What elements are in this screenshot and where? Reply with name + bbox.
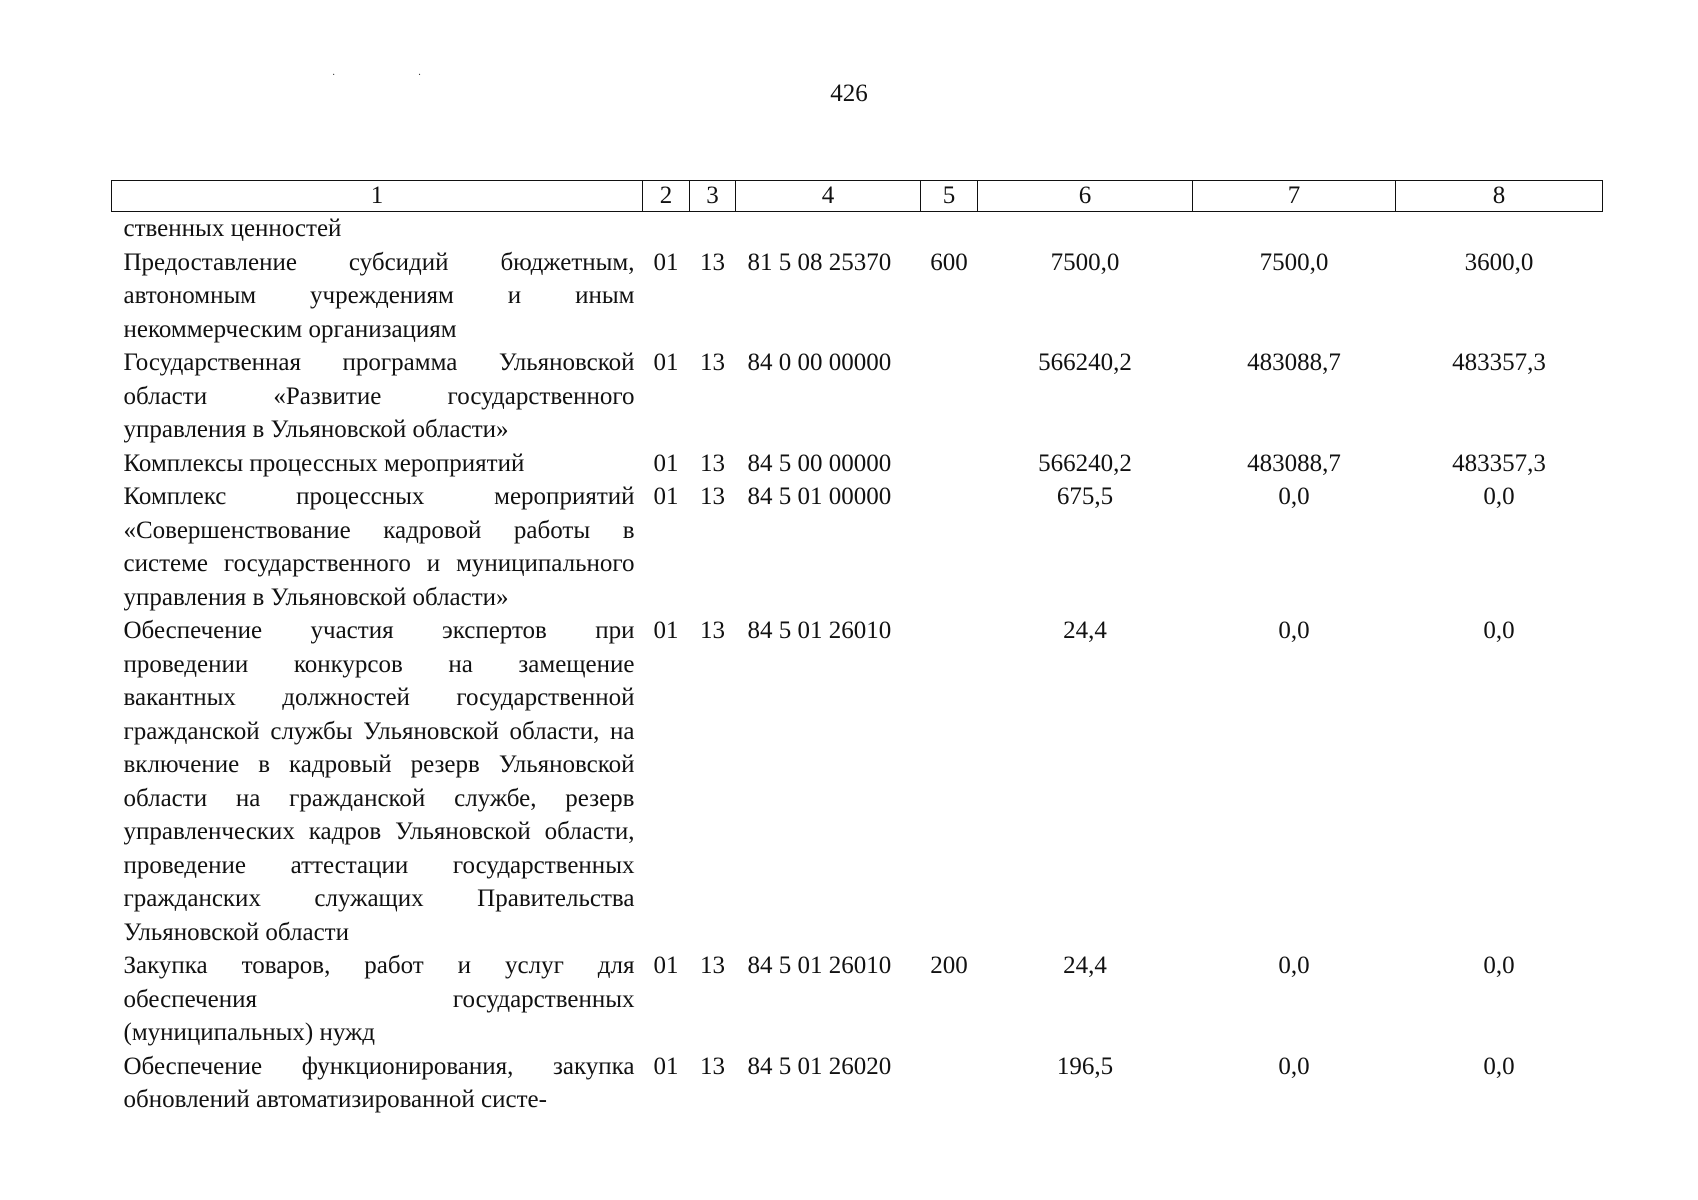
row-amount-col6: 24,4 <box>1063 952 1107 979</box>
row-amount-col8: 0,0 <box>1483 952 1515 979</box>
row-expense-type <box>921 1050 978 1117</box>
row-section: 01 <box>653 617 679 644</box>
row-target-article: 84 5 01 26010 <box>747 952 892 979</box>
row-target-article: 81 5 08 25370 <box>747 248 892 276</box>
row-amount-col7: 0,0 <box>1278 617 1310 644</box>
row-subsection: 13 <box>700 617 725 644</box>
header-col-7: 7 <box>1193 181 1396 212</box>
row-expense-type <box>921 447 978 481</box>
row-amount-col8: 0,0 <box>1483 617 1515 644</box>
row-section: 01 <box>653 952 679 979</box>
row-expense-type <box>921 614 978 949</box>
row-subsection <box>690 212 736 246</box>
row-subsection: 13 <box>700 248 725 276</box>
row-amount-col6: 675,5 <box>1056 483 1114 510</box>
header-col-3: 3 <box>690 181 736 212</box>
row-target-article <box>736 212 921 246</box>
row-amount-col8: 0,0 <box>1483 1052 1515 1080</box>
row-name: Комплекс процессных мероприятий «Совершенствование кадровой работы в системе государственного и муниципального управления в Ульяновской области» <box>123 483 635 611</box>
row-target-article: 84 5 01 26020 <box>747 1052 892 1080</box>
scan-specks: · · <box>332 70 462 81</box>
row-amount-col8 <box>1396 212 1603 246</box>
row-subsection: 13 <box>700 349 725 376</box>
header-col-1: 1 <box>112 181 643 212</box>
row-amount-col7 <box>1193 212 1396 246</box>
header-col-4: 4 <box>736 181 921 212</box>
row-amount-col8: 483357,3 <box>1452 349 1546 376</box>
table-row <box>112 346 1603 447</box>
row-subsection: 13 <box>700 952 725 979</box>
row-expense-type: 200 <box>930 952 968 979</box>
row-section: 01 <box>653 483 679 510</box>
row-section: 01 <box>653 449 679 477</box>
row-section: 01 <box>653 1052 679 1080</box>
row-name: Государственная программа Ульяновской области «Развитие государственного управления в Ульяновской области» <box>123 349 635 443</box>
row-expense-type <box>921 212 978 246</box>
table-row <box>112 246 1603 347</box>
row-amount-col6: 196,5 <box>1056 1052 1114 1080</box>
row-amount-col7: 483088,7 <box>1247 449 1341 477</box>
row-section: 01 <box>653 349 679 376</box>
page-number: 426 <box>830 80 868 107</box>
row-target-article: 84 5 00 00000 <box>747 449 892 477</box>
row-target-article: 84 0 00 00000 <box>747 349 892 376</box>
row-amount-col6 <box>978 212 1193 246</box>
table-row <box>112 614 1603 949</box>
row-name: Закупка товаров, работ и услуг для обеспечения государственных (муниципальных) нужд <box>123 952 635 1046</box>
row-target-article: 84 5 01 26010 <box>747 617 892 644</box>
row-section: 01 <box>653 248 679 276</box>
table-row <box>112 480 1603 614</box>
header-col-2: 2 <box>643 181 690 212</box>
row-name: ственных ценностей <box>123 215 342 242</box>
header-col-6: 6 <box>978 181 1193 212</box>
row-amount-col6: 566240,2 <box>1038 349 1132 376</box>
row-name: Комплексы процессных мероприятий <box>123 449 525 477</box>
row-amount-col7: 483088,7 <box>1247 349 1341 376</box>
header-col-8: 8 <box>1396 181 1603 212</box>
row-amount-col8: 483357,3 <box>1452 449 1546 477</box>
row-amount-col6: 7500,0 <box>1050 248 1120 276</box>
row-amount-col7: 0,0 <box>1278 1052 1310 1080</box>
row-expense-type <box>921 480 978 614</box>
table-row <box>112 212 1603 246</box>
column-number-header <box>112 181 1603 212</box>
row-target-article: 84 5 01 00000 <box>747 483 892 510</box>
row-expense-type <box>921 346 978 447</box>
row-subsection: 13 <box>700 483 725 510</box>
row-name: Обеспечение участия экспертов при проведении конкурсов на замещение вакантных должностей государственной гражданской службы Ульяновской области, на включение в кадровый резерв Ульяновской области на гражданской службе, резерв управленческих кадров Ульяновской области, проведение аттестации государственных гражданских служащих Правительства Ульяновской области <box>123 617 635 946</box>
row-amount-col7: 7500,0 <box>1259 248 1329 276</box>
row-expense-type: 600 <box>930 248 968 276</box>
table-row <box>112 949 1603 1050</box>
table-row <box>112 1050 1603 1117</box>
row-amount-col6: 566240,2 <box>1038 449 1132 477</box>
row-amount-col8: 0,0 <box>1483 483 1515 510</box>
row-name: Обеспечение функционирования, закупка обновлений автоматизированной систе- <box>123 1052 635 1113</box>
header-col-5: 5 <box>921 181 978 212</box>
budget-table <box>111 180 1603 1117</box>
row-subsection: 13 <box>700 1052 725 1080</box>
row-section <box>643 212 690 246</box>
row-subsection: 13 <box>700 449 725 477</box>
row-amount-col7: 0,0 <box>1278 483 1310 510</box>
table-row <box>112 447 1603 481</box>
row-amount-col6: 24,4 <box>1063 617 1107 644</box>
row-amount-col7: 0,0 <box>1278 952 1310 979</box>
row-name: Предоставление субсидий бюджетным, автономным учреждениям и иным некоммерческим организациям <box>123 248 635 343</box>
row-amount-col8: 3600,0 <box>1464 248 1534 276</box>
